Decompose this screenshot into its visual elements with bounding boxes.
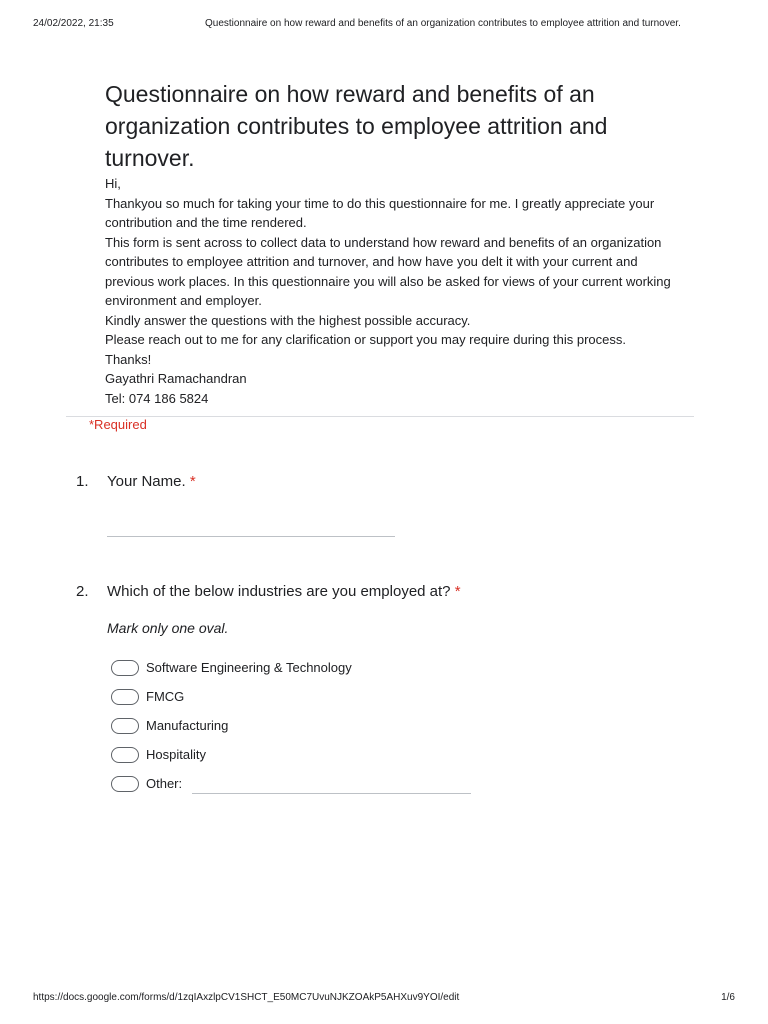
question-label: Which of the below industries are you employed at? <box>107 583 451 600</box>
question-hint: Mark only one oval. <box>107 620 229 636</box>
question-number: 1. <box>76 473 89 490</box>
form-header <box>105 78 685 408</box>
question-number: 2. <box>76 583 89 600</box>
radio-option-label: Other: <box>146 776 183 791</box>
radio-oval[interactable] <box>111 689 139 705</box>
description-line: Please reach out to me for any clarification or support you may require during this process. <box>105 332 626 347</box>
description-line: This form is sent across to collect data to understand how reward and benefits of an organization contributes to employee attrition and turnover, and how have you delt it with your current and previous work places. In this questionnaire you will also be asked for views of your current working environment and employer. <box>105 234 671 308</box>
question-label: Your Name. <box>107 473 186 490</box>
description-line: Thankyou so much for taking your time to do this questionnaire for me. I greatly appreciate your contribution and the time rendered. <box>105 195 655 230</box>
header-divider <box>66 416 694 417</box>
required-asterisk: * <box>454 583 461 600</box>
name-input[interactable] <box>107 536 395 537</box>
question-text <box>107 473 196 490</box>
print-footer <box>33 992 735 1006</box>
print-header <box>33 18 735 32</box>
print-page-title: Questionnaire on how reward and benefits of an organization contributes to employee attrition and turnover. <box>205 18 681 29</box>
print-datetime: 24/02/2022, 21:35 <box>33 18 114 29</box>
radio-option-label: FMCG <box>146 689 185 704</box>
radio-oval[interactable] <box>111 660 139 676</box>
radio-oval[interactable] <box>111 776 139 792</box>
radio-oval[interactable] <box>111 718 139 734</box>
form-title: Questionnaire on how reward and benefits of an organization contributes to employee attrition and turnover. <box>105 81 608 171</box>
question-text <box>107 583 461 600</box>
radio-option-label: Software Engineering & Technology <box>146 660 352 675</box>
description-line: Gayathri Ramachandran <box>105 371 247 386</box>
form-description <box>105 174 685 408</box>
description-line: Kindly answer the questions with the highest possible accuracy. <box>105 312 471 328</box>
description-line: Hi, <box>105 176 121 191</box>
required-note: *Required <box>89 417 147 432</box>
other-input[interactable] <box>192 793 471 794</box>
radio-option-label: Hospitality <box>146 747 206 762</box>
radio-oval[interactable] <box>111 747 139 763</box>
radio-option-label: Manufacturing <box>146 718 229 733</box>
print-url: https://docs.google.com/forms/d/1zqIAxzlpCV1SHCT_E50MC7UvuNJKZOAkP5AHXuv9YOI/edit <box>33 992 460 1003</box>
page-number: 1/6 <box>721 992 735 1003</box>
description-line: Thanks! <box>105 351 152 367</box>
required-asterisk: * <box>189 473 196 490</box>
description-line: Tel: 074 186 5824 <box>105 390 209 406</box>
